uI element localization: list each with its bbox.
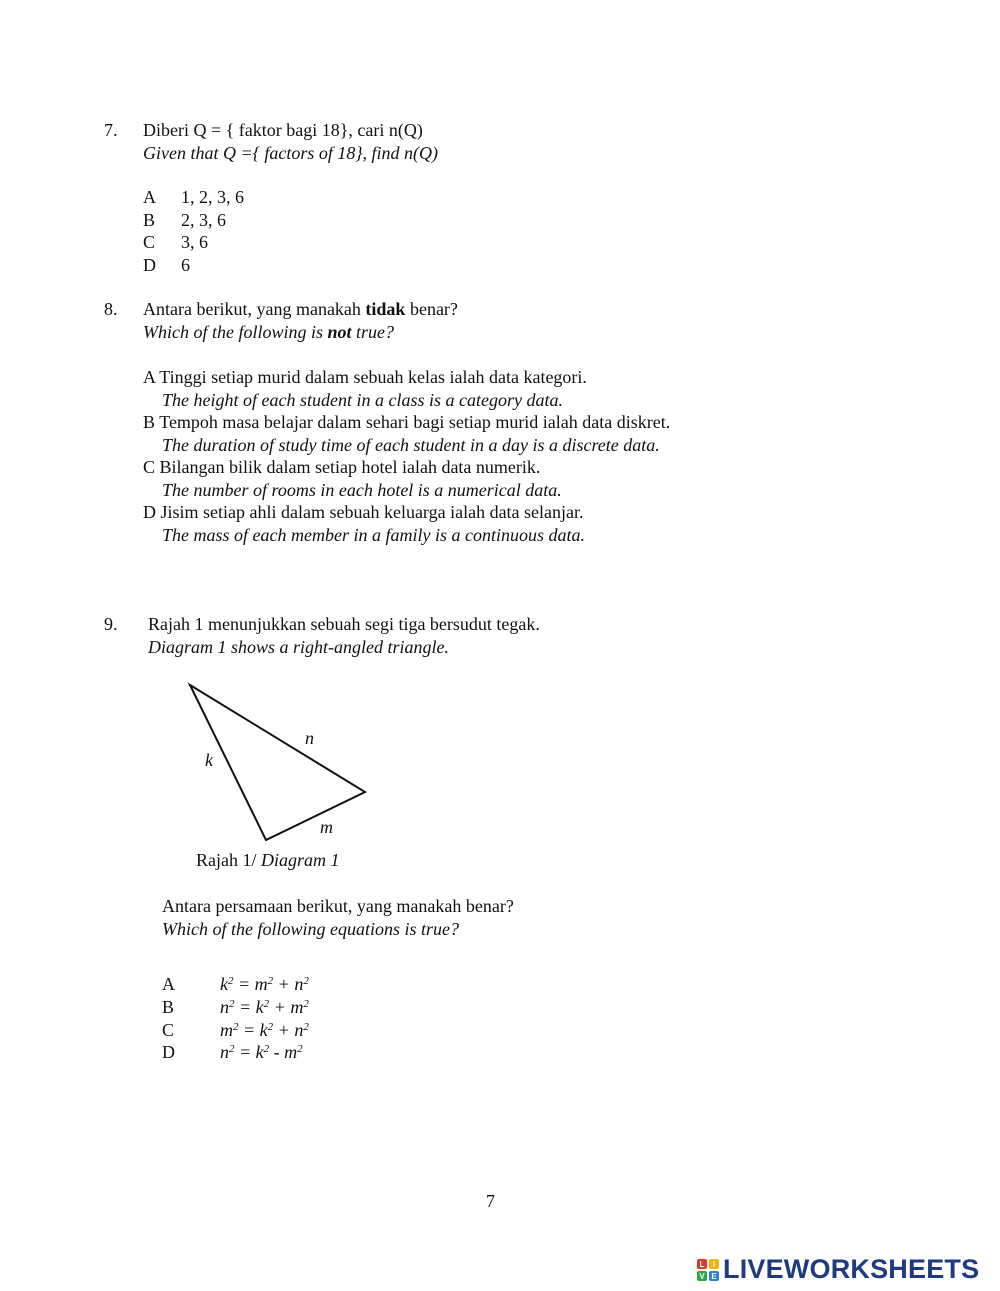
option-a [162, 973, 309, 996]
question-prompt-en: Given that Q ={ factors of 18}, find n(Q) [143, 143, 439, 163]
option-c-en: The number of rooms in each hotel is a numerical data. [162, 480, 562, 500]
option-d [143, 501, 584, 524]
prompt-text: Which of the following is [143, 322, 328, 342]
option-b [143, 209, 226, 232]
prompt-emphasis: tidak [365, 299, 406, 319]
option-d [162, 1041, 303, 1064]
prompt-text: benar? [405, 299, 458, 319]
option-letter: B [143, 412, 156, 432]
option-d [143, 254, 190, 277]
option-text: 3, 6 [181, 232, 208, 252]
option-letter: D [143, 502, 156, 522]
option-text-ms: Tempoh masa belajar dalam sehari bagi setiap murid ialah data diskret. [159, 412, 671, 432]
liveworksheets-logo[interactable] [697, 1255, 979, 1285]
equation: $n^2 = k^2 - m^2$ [220, 1042, 303, 1062]
option-letter: A [143, 367, 156, 387]
equation-question-en: Which of the following equations is true? [162, 919, 459, 939]
option-letter: D [143, 255, 156, 275]
option-text-ms: Tinggi setiap murid dalam sebuah kelas ialah data kategori. [159, 367, 587, 387]
option-letter: B [162, 997, 175, 1017]
prompt-text: Antara berikut, yang manakah [143, 299, 366, 319]
option-c [143, 456, 540, 479]
option-letter: C [162, 1020, 175, 1040]
option-letter: C [143, 232, 156, 252]
caption-ms: Rajah 1/ [196, 850, 261, 870]
equation-question-ms: Antara persamaan berikut, yang manakah benar? [162, 896, 514, 916]
option-a-en: The height of each student in a class is a category data. [162, 390, 563, 410]
question-prompt-ms: Diberi Q = { faktor bagi 18}, cari n(Q) [143, 120, 423, 140]
option-letter: A [162, 974, 175, 994]
option-text-ms: Jisim setiap ahli dalam sebuah keluarga ialah data selanjar. [160, 502, 584, 522]
question-prompt-ms: Rajah 1 menunjukkan sebuah segi tiga bersudut tegak. [148, 614, 540, 634]
triangle-label-n: n [305, 728, 314, 748]
prompt-text: true? [351, 322, 395, 342]
option-b-en: The duration of study time of each student in a day is a discrete data. [162, 435, 660, 455]
option-letter: B [143, 210, 156, 230]
option-d-en: The mass of each member in a family is a continuous data. [162, 525, 585, 545]
question-number: 9. [104, 614, 118, 634]
option-letter: C [143, 457, 156, 477]
triangle-shape [190, 685, 365, 840]
option-text-ms: Bilangan bilik dalam setiap hotel ialah data numerik. [159, 457, 541, 477]
triangle-label-m: m [320, 817, 333, 837]
liveworksheets-logo-icon [697, 1259, 719, 1281]
question-prompt-en [143, 321, 394, 344]
option-b [143, 411, 670, 434]
svg-text:L: L [699, 1260, 705, 1269]
liveworksheets-logo-text: LIVEWORKSHEETS [723, 1254, 980, 1285]
equation: $n^2 = k^2 + m^2$ [220, 997, 309, 1017]
option-text: 6 [181, 255, 190, 275]
svg-text:I: I [712, 1260, 716, 1269]
question-prompt-en: Diagram 1 shows a right-angled triangle. [148, 637, 450, 657]
diagram-caption [196, 849, 340, 872]
question-number: 8. [104, 299, 118, 319]
option-a [143, 186, 244, 209]
question-prompt-ms [143, 298, 458, 321]
page-number: 7 [486, 1191, 495, 1211]
option-letter: D [162, 1042, 175, 1062]
option-c [162, 1019, 309, 1042]
option-text: 2, 3, 6 [181, 210, 226, 230]
equation: $k^2 = m^2 + n^2$ [220, 974, 309, 994]
svg-text:E: E [711, 1272, 717, 1281]
option-text: 1, 2, 3, 6 [181, 187, 244, 207]
option-c [143, 231, 208, 254]
svg-text:V: V [699, 1272, 705, 1281]
option-a [143, 366, 587, 389]
equation: $m^2 = k^2 + n^2$ [220, 1020, 309, 1040]
triangle-label-k: k [205, 750, 213, 770]
prompt-emphasis: not [327, 322, 352, 342]
option-b [162, 996, 309, 1019]
option-letter: A [143, 187, 156, 207]
caption-en: Diagram 1 [261, 850, 340, 870]
question-number: 7. [104, 120, 118, 140]
